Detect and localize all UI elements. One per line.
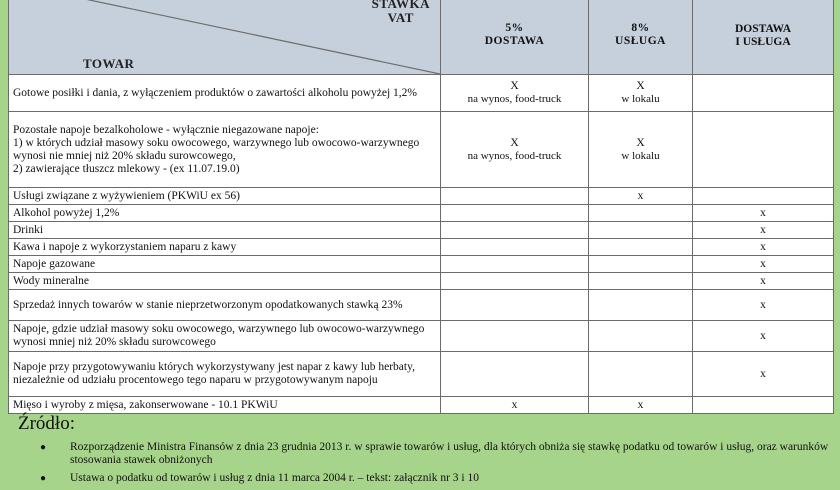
row-label: Mięso i wyroby z mięsa, zakonserwowane - 10.1 PKWiU bbox=[9, 397, 441, 414]
cell-usluga bbox=[589, 112, 693, 188]
bullet-icon: ● bbox=[40, 442, 47, 453]
cell-dostawa-i-usluga bbox=[693, 256, 834, 273]
cell-dostawa bbox=[441, 352, 589, 397]
check-mark: x bbox=[760, 240, 766, 253]
row-label: Napoje gazowane bbox=[9, 256, 441, 273]
cell-note: na wynos, food-truck bbox=[467, 93, 562, 106]
cell-dostawa bbox=[441, 321, 589, 352]
source-item bbox=[40, 441, 840, 467]
table-row bbox=[9, 397, 834, 414]
cell-usluga bbox=[589, 256, 693, 273]
table-row bbox=[9, 188, 834, 205]
cell-dostawa bbox=[441, 205, 589, 222]
check-mark: x bbox=[760, 367, 766, 380]
source-item bbox=[40, 472, 840, 485]
cell-dostawa bbox=[441, 222, 589, 239]
check-mark: x bbox=[760, 329, 766, 342]
check-mark: x bbox=[760, 206, 766, 219]
cell-dostawa-i-usluga bbox=[693, 222, 834, 239]
cell-dostawa-i-usluga bbox=[693, 321, 834, 352]
cell-dostawa bbox=[441, 75, 589, 112]
check-mark: x bbox=[760, 257, 766, 270]
check-mark: x bbox=[760, 223, 766, 236]
table-row bbox=[9, 321, 834, 352]
row-label: Wody mineralne bbox=[9, 273, 441, 290]
cell-dostawa-i-usluga bbox=[693, 273, 834, 290]
check-mark: x bbox=[511, 398, 518, 411]
row-label: Alkohol powyżej 1,2% bbox=[9, 205, 441, 222]
check-mark: x bbox=[760, 274, 766, 287]
cell-usluga bbox=[589, 352, 693, 397]
table-header-row bbox=[9, 0, 834, 75]
cell-dostawa bbox=[441, 290, 589, 321]
header-stawka-vat: STAWKA VAT bbox=[371, 0, 430, 25]
cell-dostawa-i-usluga bbox=[693, 112, 834, 188]
cell-dostawa-i-usluga bbox=[693, 188, 834, 205]
header-corner-cell bbox=[9, 0, 441, 75]
row-label: Gotowe posiłki i dania, z wyłączeniem produktów o zawartości alkoholu powyżej 1,2% bbox=[9, 75, 441, 112]
source-text: Rozporządzenie Ministra Finansów z dnia 23 grudnia 2013 r. w sprawie towarów i usług, dla których obniża się stawkę podatku od towarów i usług, oraz warunków stosowania stawek obniżonych bbox=[70, 441, 829, 466]
cell-usluga bbox=[589, 75, 693, 112]
table-row bbox=[9, 75, 834, 112]
cell-note: w lokalu bbox=[621, 149, 660, 162]
cell-dostawa bbox=[441, 239, 589, 256]
cell-dostawa-i-usluga bbox=[693, 205, 834, 222]
row-label: Kawa i napoje z wykorzystaniem naparu z kawy bbox=[9, 239, 441, 256]
table-row bbox=[9, 352, 834, 397]
cell-dostawa-i-usluga bbox=[693, 397, 834, 414]
vat-rates-table bbox=[8, 0, 834, 414]
check-mark: x bbox=[637, 189, 644, 202]
bullet-icon: ● bbox=[40, 473, 47, 484]
cell-usluga bbox=[589, 205, 693, 222]
table-row bbox=[9, 239, 834, 256]
cell-dostawa bbox=[441, 397, 589, 414]
cell-note: na wynos, food-truck bbox=[467, 149, 562, 162]
cell-dostawa-i-usluga bbox=[693, 290, 834, 321]
cell-usluga bbox=[589, 321, 693, 352]
table-row bbox=[9, 205, 834, 222]
row-label: Sprzedaż innych towarów w stanie nieprzetworzonym opodatkowanych stawką 23% bbox=[9, 290, 441, 321]
cell-dostawa bbox=[441, 112, 589, 188]
check-mark: x bbox=[637, 398, 644, 411]
cell-usluga bbox=[589, 290, 693, 321]
table-row bbox=[9, 273, 834, 290]
table-row bbox=[9, 290, 834, 321]
cell-dostawa-i-usluga bbox=[693, 75, 834, 112]
cell-usluga bbox=[589, 273, 693, 290]
row-label: Drinki bbox=[9, 222, 441, 239]
header-towar: TOWAR bbox=[83, 56, 135, 71]
check-mark: X bbox=[636, 136, 645, 149]
table-row bbox=[9, 112, 834, 188]
cell-usluga bbox=[589, 188, 693, 205]
source-title: Źródło: bbox=[18, 413, 75, 434]
source-text: Ustawa o podatku od towarów i usług z dnia 11 marca 2004 r. – tekst: załącznik nr 3 i 10 bbox=[70, 472, 480, 484]
cell-note: w lokalu bbox=[621, 93, 660, 106]
check-mark: X bbox=[510, 80, 519, 93]
header-dostawa: 5% DOSTAWA bbox=[441, 0, 589, 75]
cell-usluga bbox=[589, 222, 693, 239]
cell-dostawa-i-usluga bbox=[693, 352, 834, 397]
cell-usluga bbox=[589, 239, 693, 256]
row-label: Usługi związane z wyżywieniem (PKWiU ex 56) bbox=[9, 188, 441, 205]
table-row bbox=[9, 222, 834, 239]
row-label: Napoje przy przygotowywaniu których wykorzystywany jest napar z kawy lub herbaty, niezależnie od udziału procentowego tego naparu w przygotowywanym napoju bbox=[9, 352, 441, 397]
source-list bbox=[40, 441, 840, 490]
table-row bbox=[9, 256, 834, 273]
cell-dostawa-i-usluga bbox=[693, 239, 834, 256]
header-dostawa-i-usluga: DOSTAWA I USŁUGA bbox=[693, 0, 834, 75]
check-mark: X bbox=[636, 80, 645, 93]
check-mark: x bbox=[760, 298, 766, 311]
cell-dostawa bbox=[441, 273, 589, 290]
check-mark: X bbox=[510, 136, 519, 149]
cell-usluga bbox=[589, 397, 693, 414]
header-usluga: 8% USŁUGA bbox=[589, 0, 693, 75]
row-label: Napoje, gdzie udział masowy soku owocowego, warzywnego lub owocowo-warzywnego wynosi mniej niż 20% składu surowcowego bbox=[9, 321, 441, 352]
row-label: Pozostałe napoje bezalkoholowe - wyłącznie niegazowane napoje: 1) w których udział masowy soku owocowego, warzywnego lub owocowo-warzywnego wynosi nie mniej niż 20% składu surowcowego, 2) zawierające tłuszcz mlekowy - (ex 11.07.19.0) bbox=[9, 112, 441, 188]
cell-dostawa bbox=[441, 256, 589, 273]
cell-dostawa bbox=[441, 188, 589, 205]
